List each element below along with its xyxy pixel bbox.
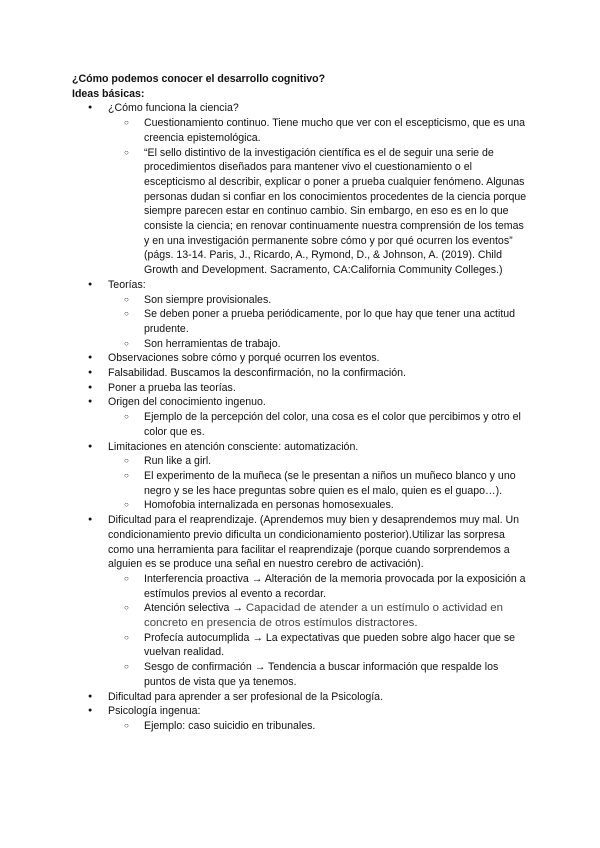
sub-list-item: ○ Profecía autocumplida → La expectativas que pueden sobre algo hacer que se vuelvan realidad. bbox=[108, 631, 532, 660]
sub-list-item: ○ Son siempre provisionales. bbox=[108, 293, 532, 308]
list-item: ● ¿Cómo funciona la ciencia? ○ Cuestionamiento continuo. Tiene mucho que ver con el escepticismo, que es una creencia epistemológica. ○ “El sello distintivo de la investigación científica es el de seguir una serie de procedimientos diseñados para mantener vivo el cuestionamiento o el escepticismo al describir, explicar o poner a prueba cualquier fenómeno. Algunas personas dudan si confiar en los conocimientos procedentes de la ciencia porque siempre parecen estar en continuo cambio. Sin embargo, en eso es en lo que consiste la ciencia; en renovar continuamente nuestra comprensión de los temas y en una investigación permanente sobre cómo y por qué ocurren los eventos” (págs. 13-14. Paris, J., Ricardo, A., Rymond, D., & Johnson, A. (2019). Child Growth and Development. Sacramento, CA:California Community Colleges.) bbox=[72, 101, 532, 277]
sub-list bbox=[108, 719, 532, 734]
list-item: ● Teorías: ○ Son siempre provisionales. ○ Se deben poner a prueba periódicamente, por lo que hay que tener una actitud prudente. ○ Son herramientas de trabajo. bbox=[72, 278, 532, 352]
sub-list bbox=[108, 293, 532, 352]
page-title: ¿Cómo podemos conocer el desarrollo cognitivo? bbox=[72, 73, 326, 85]
list-item: ● Dificultad para el reaprendizaje. (Aprendemos muy bien y desaprendemos muy mal. Un condicionamiento previo dificulta un condicionamiento posterior).Utilizar las sorpresa como una herramienta para facilitar el reaprendizaje (porque cuando sorprendemos a alguien es se produce una señal en nuestro cerebro de activación). ○ Interferencia proactiva → Alteración de la memoria provocada por la exposición a estímulos previos al evento a recordar. ○ Atención selectiva → Capacidad de atender a un estímulo o actividad en concreto en presencia de otros estímulos distractores. ○ Profecía autocumplida → La expectativas que pueden sobre algo hacer que se vuelvan realidad. ○ Sesgo de confirmación → Tendencia a buscar información que respalde los puntos de vista que ya tenemos. bbox=[72, 513, 532, 689]
list-item: ● Poner a prueba las teorías. bbox=[72, 381, 532, 396]
sub-list-item: ○ Atención selectiva → Capacidad de atender a un estímulo o actividad en concreto en presencia de otros estímulos distractores. bbox=[108, 601, 532, 630]
sub-list bbox=[108, 410, 532, 439]
list-item: ● Observaciones sobre cómo y porqué ocurren los eventos. bbox=[72, 351, 532, 366]
sub-list-item: ○ Run like a girl. bbox=[108, 454, 532, 469]
list-item: ● Dificultad para aprender a ser profesional de la Psicología. bbox=[72, 690, 532, 705]
sub-list bbox=[108, 454, 532, 513]
sub-list-item: ○ Ejemplo de la percepción del color, una cosa es el color que percibimos y otro el color que es. bbox=[108, 410, 532, 439]
sub-list-item: ○ “El sello distintivo de la investigación científica es el de seguir una serie de procedimientos diseñados para mantener vivo el cuestionamiento o el escepticismo al describir, explicar o poner a prueba cualquier fenómeno. Algunas personas dudan si confiar en los conocimientos procedentes de la ciencia porque siempre parecen estar en continuo cambio. Sin embargo, en eso es en lo que consiste la ciencia; en renovar continuamente nuestra comprensión de los temas y en una investigación permanente sobre cómo y por qué ocurren los eventos” (págs. 13-14. Paris, J., Ricardo, A., Rymond, D., & Johnson, A. (2019). Child Growth and Development. Sacramento, CA:California Community Colleges.) bbox=[108, 146, 532, 278]
list-item: ● Limitaciones en atención consciente: automatización. ○ Run like a girl. ○ El experimento de la muñeca (se le presentan a niños un muñeco blanco y uno negro y se les hace preguntas sobre quien es el malo, quien es el guapo…). ○ Homofobia internalizada en personas homosexuales. bbox=[72, 440, 532, 514]
document-page bbox=[72, 72, 532, 734]
sub-list-item: ○ Interferencia proactiva → Alteración de la memoria provocada por la exposición a estímulos previos al evento a recordar. bbox=[108, 572, 532, 601]
sub-list-item: ○ El experimento de la muñeca (se le presentan a niños un muñeco blanco y uno negro y se les hace preguntas sobre quien es el malo, quien es el guapo…). bbox=[108, 469, 532, 498]
list-item: ● Psicología ingenua: ○ Ejemplo: caso suicidio en tribunales. bbox=[72, 704, 532, 733]
sub-list-item: ○ Se deben poner a prueba periódicamente, por lo que hay que tener una actitud prudente. bbox=[108, 307, 532, 336]
sub-list-item: ○ Homofobia internalizada en personas homosexuales. bbox=[108, 498, 532, 513]
sub-list bbox=[108, 572, 532, 690]
sub-list-item: ○ Sesgo de confirmación → Tendencia a buscar información que respalde los puntos de vista que ya tenemos. bbox=[108, 660, 532, 689]
sub-list-item: ○ Cuestionamiento continuo. Tiene mucho que ver con el escepticismo, que es una creencia epistemológica. bbox=[108, 116, 532, 145]
list-item: ● Falsabilidad. Buscamos la desconfirmación, no la confirmación. bbox=[72, 366, 532, 381]
bullet-list bbox=[72, 101, 532, 733]
section-subtitle: Ideas básicas: bbox=[72, 87, 145, 100]
sub-list-item: ○ Son herramientas de trabajo. bbox=[108, 337, 532, 352]
sub-list-item: ○ Ejemplo: caso suicidio en tribunales. bbox=[108, 719, 532, 734]
list-item: ● Origen del conocimiento ingenuo. ○ Ejemplo de la percepción del color, una cosa es el color que percibimos y otro el color que es. bbox=[72, 395, 532, 439]
sub-list bbox=[108, 116, 532, 278]
